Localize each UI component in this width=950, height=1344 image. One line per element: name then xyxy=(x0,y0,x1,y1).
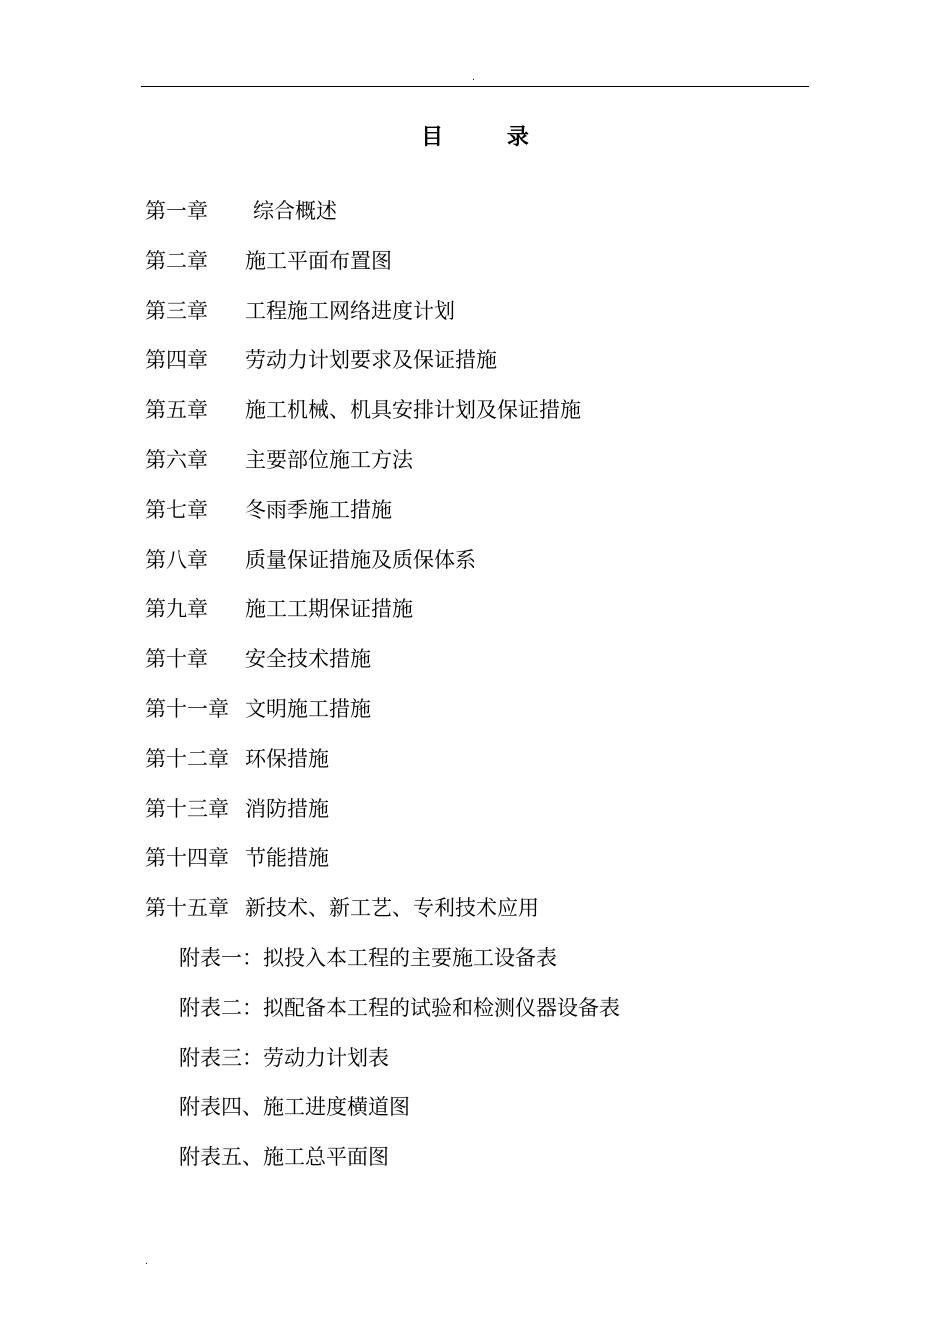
toc-chapter-number: 第十章 xyxy=(145,647,208,672)
toc-chapter-title: 主要部位施工方法 xyxy=(245,447,413,472)
toc-chapter-title: 文明施工措施 xyxy=(245,696,371,721)
page-title: 目 录 xyxy=(421,125,557,150)
toc-chapter-title: 施工机械、机具安排计划及保证措施 xyxy=(245,398,581,423)
toc-entry xyxy=(145,744,825,794)
toc-chapter-number: 第三章 xyxy=(145,298,208,323)
toc-entry xyxy=(145,296,825,346)
toc-chapter-number: 第六章 xyxy=(145,447,208,472)
toc-entry xyxy=(145,545,825,595)
toc-chapter-title: 节能措施 xyxy=(245,846,329,871)
toc-entry xyxy=(145,893,825,943)
toc-chapter-title: 劳动力计划要求及保证措施 xyxy=(245,348,497,373)
header-rule xyxy=(141,86,809,87)
toc-chapter-title: 施工平面布置图 xyxy=(245,248,392,273)
toc-chapter-title: 新技术、新工艺、专利技术应用 xyxy=(245,896,539,921)
toc-entry xyxy=(145,843,825,893)
toc-entry xyxy=(145,694,825,744)
toc-appendix-entry: 附表三：劳动力计划表 xyxy=(179,1045,389,1070)
toc-chapter-title: 冬雨季施工措施 xyxy=(245,497,392,522)
toc-appendix-entry: 附表二：拟配备本工程的试验和检测仪器设备表 xyxy=(179,995,620,1020)
toc-chapter-number: 第八章 xyxy=(145,547,208,572)
toc-chapter-title: 施工工期保证措施 xyxy=(245,597,413,622)
footer-dot: . xyxy=(145,1257,148,1267)
toc-chapter-title: 环保措施 xyxy=(245,746,329,771)
toc-entry xyxy=(145,246,825,296)
toc-entry xyxy=(145,345,825,395)
header-dot: . xyxy=(472,73,475,83)
toc-appendix-entry: 附表一：拟投入本工程的主要施工设备表 xyxy=(179,945,557,970)
toc-chapter-number: 第九章 xyxy=(145,597,208,622)
toc-entry xyxy=(145,445,825,495)
toc-chapter-number: 第十一章 xyxy=(145,696,229,721)
toc-chapter-title: 消防措施 xyxy=(245,796,329,821)
toc-appendix-entry: 附表四、施工进度横道图 xyxy=(179,1095,410,1120)
toc-chapter-number: 第七章 xyxy=(145,497,208,522)
toc-entry xyxy=(145,644,825,694)
toc-entry xyxy=(145,395,825,445)
toc-chapter-title: 质量保证措施及质保体系 xyxy=(245,547,476,572)
toc-entry xyxy=(145,794,825,844)
toc-chapter-title: 工程施工网络进度计划 xyxy=(245,298,455,323)
toc-chapter-number: 第十五章 xyxy=(145,896,229,921)
toc-chapter-number: 第二章 xyxy=(145,248,208,273)
toc-chapter-title: 安全技术措施 xyxy=(245,647,371,672)
toc-chapter-number: 第十二章 xyxy=(145,746,229,771)
toc-chapter-number: 第一章 xyxy=(145,199,208,223)
toc-chapter-number: 第四章 xyxy=(145,348,208,373)
toc-entry xyxy=(145,196,825,246)
toc-entry xyxy=(145,495,825,545)
table-of-contents xyxy=(145,196,825,1192)
toc-appendix-entry: 附表五、施工总平面图 xyxy=(179,1145,389,1170)
toc-chapter-number: 第十四章 xyxy=(145,846,229,871)
toc-chapter-number: 第五章 xyxy=(145,398,208,423)
toc-entry xyxy=(145,594,825,644)
toc-chapter-title: 综合概述 xyxy=(253,199,337,223)
toc-chapter-number: 第十三章 xyxy=(145,796,229,821)
